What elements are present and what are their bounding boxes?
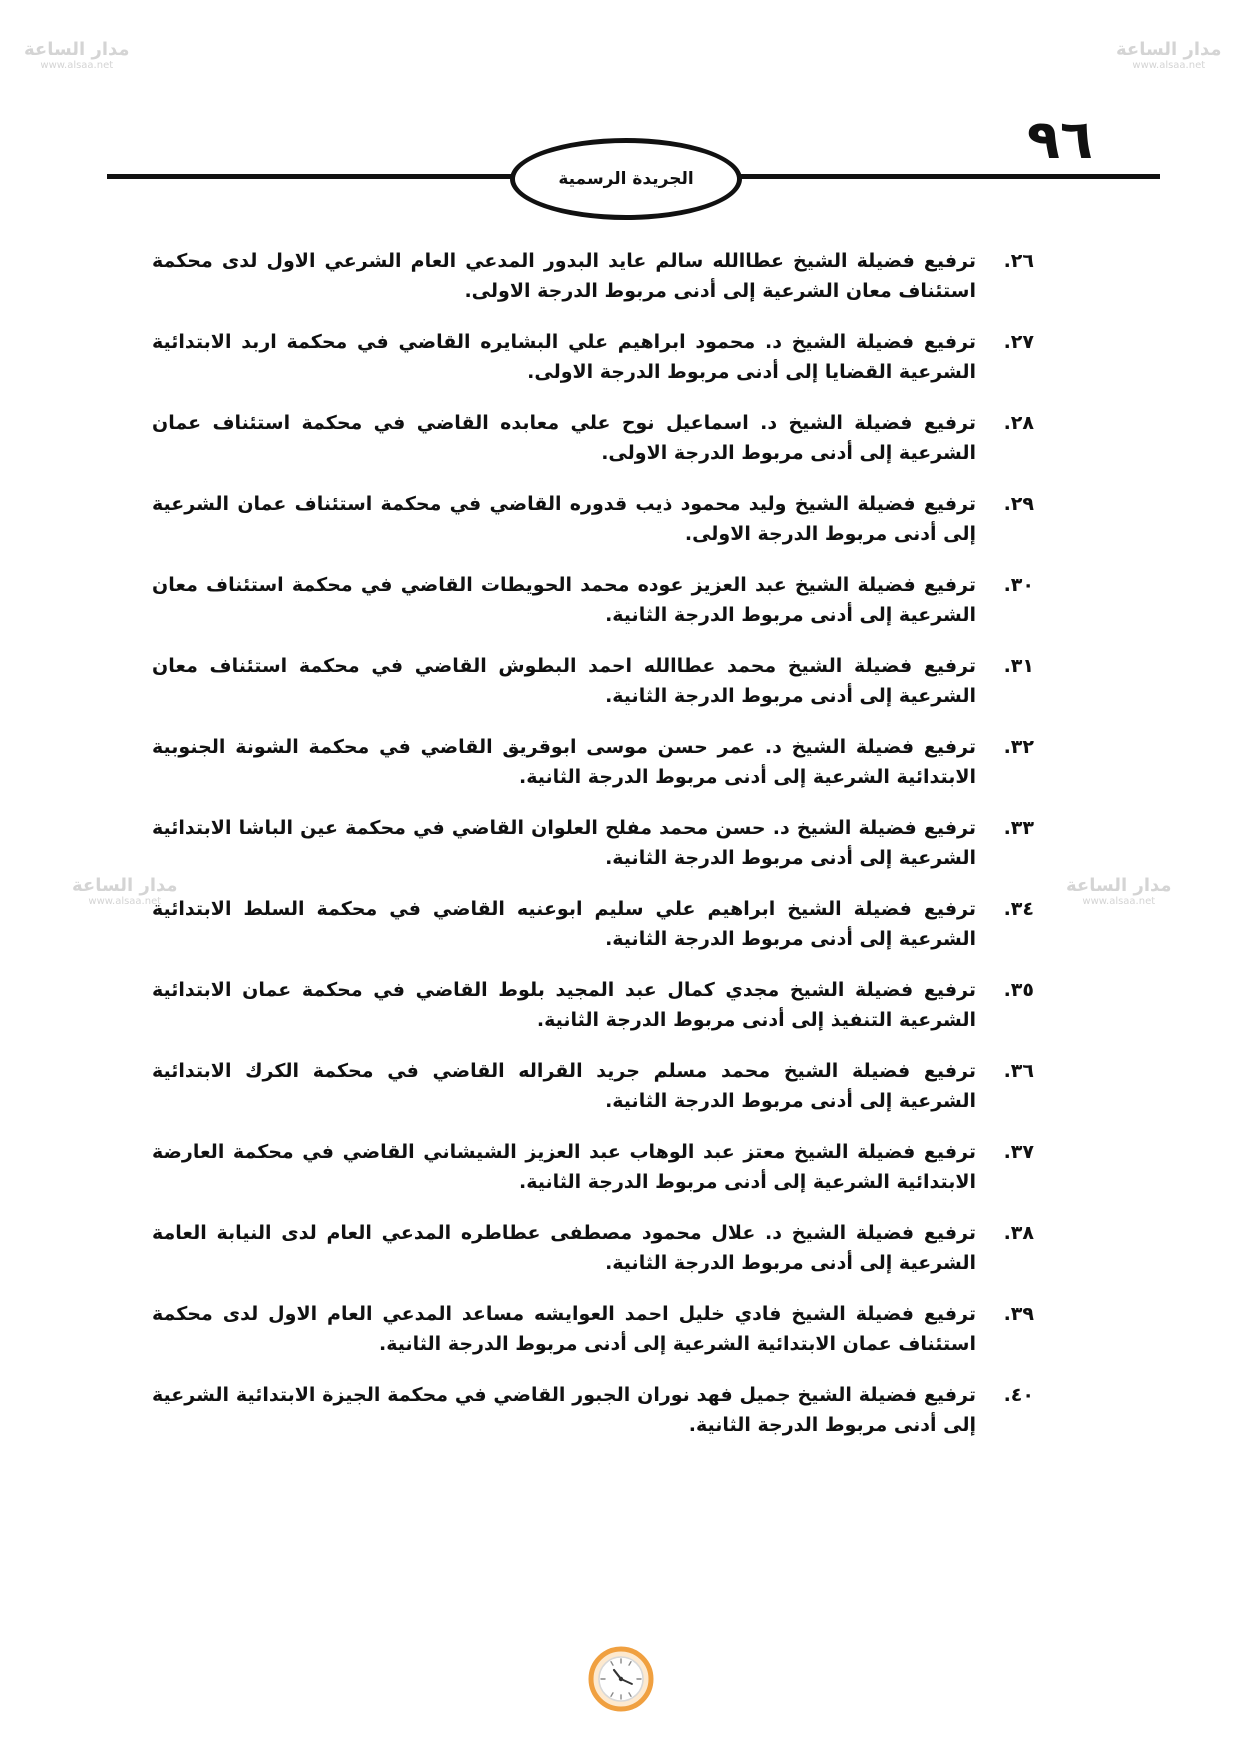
- item-text: ترفيع فضيلة الشيخ فادي خليل احمد العوايشه مساعد المدعي العام الاول لدى محكمة استئناف عمان الابتدائية الشرعية إلى أدنى مربوط الدرجة الثانية.: [152, 1303, 976, 1355]
- item-text: ترفيع فضيلة الشيخ د. علال محمود مصطفى عطاطره المدعي العام لدى النيابة العامة الشرعية إلى أدنى مربوط الدرجة الثانية.: [152, 1222, 976, 1274]
- list-item: [152, 1380, 1042, 1440]
- watermark-url: www.alsaa.net: [88, 895, 162, 907]
- list-item: [152, 570, 1042, 630]
- item-text: ترفيع فضيلة الشيخ معتز عبد الوهاب عبد العزيز الشيشاني القاضي في محكمة العارضة الابتدائية الشرعية إلى أدنى مربوط الدرجة الثانية.: [152, 1141, 976, 1193]
- item-text: ترفيع فضيلة الشيخ عبد العزيز عوده محمد الحويطات القاضي في محكمة استئناف معان الشرعية إلى أدنى مربوط الدرجة الثانية.: [152, 574, 976, 626]
- item-text: ترفيع فضيلة الشيخ جميل فهد نوران الجبور القاضي في محكمة الجيزة الابتدائية الشرعية إلى أدنى مربوط الدرجة الثانية.: [152, 1384, 976, 1436]
- item-number: ٢٩.: [1003, 493, 1034, 515]
- item-number: ٣٤.: [1003, 898, 1034, 920]
- item-text: ترفيع فضيلة الشيخ ابراهيم علي سليم ابوعنيه القاضي في محكمة السلط الابتدائية الشرعية إلى أدنى مربوط الدرجة الثانية.: [152, 898, 976, 950]
- item-text: ترفيع فضيلة الشيخ د. محمود ابراهيم علي البشايره القاضي في محكمة اربد الابتدائية الشرعية القضايا إلى أدنى مربوط الدرجة الاولى.: [152, 331, 976, 383]
- watermark-name: مدار الساعة: [72, 875, 178, 896]
- list-item: [152, 732, 1042, 792]
- list-item: [152, 1299, 1042, 1359]
- list-item: [152, 651, 1042, 711]
- watermark-url: www.alsaa.net: [1082, 895, 1156, 907]
- item-number: ٣٠.: [1003, 574, 1034, 596]
- list-item: [152, 813, 1042, 873]
- list-item: [152, 327, 1042, 387]
- item-text: ترفيع فضيلة الشيخ د. حسن محمد مفلح العلوان القاضي في محكمة عين الباشا الابتدائية الشرعية إلى أدنى مربوط الدرجة الثانية.: [152, 817, 976, 869]
- item-number: ٣١.: [1003, 655, 1034, 677]
- item-number: ٣٥.: [1003, 979, 1034, 1001]
- list-item: [152, 1137, 1042, 1197]
- clock-logo-icon: [588, 1646, 654, 1712]
- list-item: [152, 489, 1042, 549]
- list-item: [152, 894, 1042, 954]
- list-item: [152, 975, 1042, 1035]
- list-item: [152, 1218, 1042, 1278]
- watermark-url: www.alsaa.net: [1132, 59, 1206, 71]
- item-number: ٣٢.: [1003, 736, 1034, 758]
- item-number: ٣٦.: [1003, 1060, 1034, 1082]
- item-text: ترفيع فضيلة الشيخ محمد مسلم جريد القراله القاضي في محكمة الكرك الابتدائية الشرعية إلى أدنى مربوط الدرجة الثانية.: [152, 1060, 976, 1112]
- item-number: ٣٧.: [1003, 1141, 1034, 1163]
- gazette-title: الجريدة الرسمية: [558, 169, 694, 189]
- item-number: ٣٣.: [1003, 817, 1034, 839]
- promotion-list: [152, 246, 1042, 1461]
- item-number: ٢٨.: [1003, 412, 1034, 434]
- item-number: ٢٦.: [1003, 250, 1034, 272]
- item-text: ترفيع فضيلة الشيخ د. اسماعيل نوح علي معابده القاضي في محكمة استئناف عمان الشرعية إلى أدنى مربوط الدرجة الاولى.: [152, 412, 976, 464]
- header-emblem: [510, 138, 742, 220]
- watermark-name: مدار الساعة: [1066, 875, 1172, 896]
- list-item: [152, 246, 1042, 306]
- watermark-top-left: [24, 40, 130, 71]
- item-text: ترفيع فضيلة الشيخ مجدي كمال عبد المجيد بلوط القاضي في محكمة عمان الابتدائية الشرعية التنفيذ إلى أدنى مربوط الدرجة الثانية.: [152, 979, 976, 1031]
- list-item: [152, 1056, 1042, 1116]
- watermark-top-right: [1116, 40, 1222, 71]
- item-number: ٤٠.: [1003, 1384, 1034, 1406]
- item-number: ٢٧.: [1003, 331, 1034, 353]
- watermark-name: مدار الساعة: [24, 39, 130, 60]
- watermark-mid-right: [1066, 876, 1172, 907]
- item-number: ٣٩.: [1003, 1303, 1034, 1325]
- watermark-name: مدار الساعة: [1116, 39, 1222, 60]
- list-item: [152, 408, 1042, 468]
- page-number: ٩٦: [1027, 108, 1093, 171]
- item-text: ترفيع فضيلة الشيخ د. عمر حسن موسى ابوقريق القاضي في محكمة الشونة الجنوبية الابتدائية الشرعية إلى أدنى مربوط الدرجة الثانية.: [152, 736, 976, 788]
- item-text: ترفيع فضيلة الشيخ عطاالله سالم عايد البدور المدعي العام الشرعي الاول لدى محكمة استئناف معان الشرعية إلى أدنى مربوط الدرجة الاولى.: [152, 250, 976, 302]
- watermark-url: www.alsaa.net: [40, 59, 114, 71]
- item-number: ٣٨.: [1003, 1222, 1034, 1244]
- item-text: ترفيع فضيلة الشيخ محمد عطاالله احمد البطوش القاضي في محكمة استئناف معان الشرعية إلى أدنى مربوط الدرجة الثانية.: [152, 655, 976, 707]
- item-text: ترفيع فضيلة الشيخ وليد محمود ذيب قدوره القاضي في محكمة استئناف عمان الشرعية إلى أدنى مربوط الدرجة الاولى.: [152, 493, 976, 545]
